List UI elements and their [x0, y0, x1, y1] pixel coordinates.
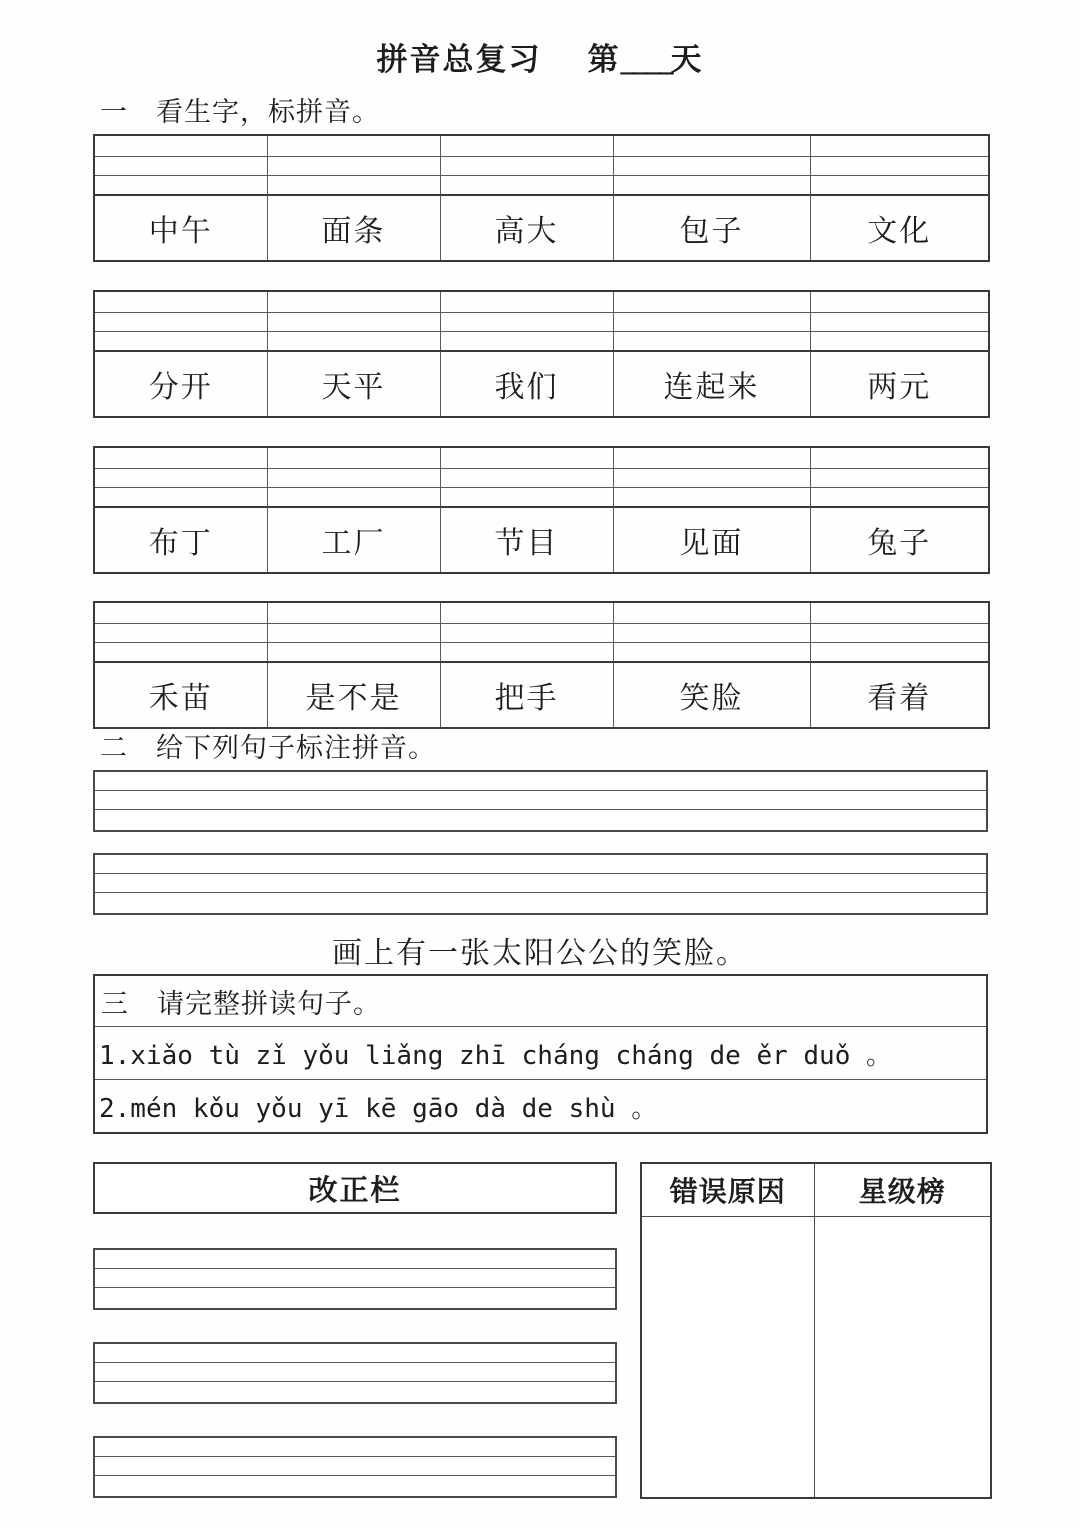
pinyin-blank-cell — [810, 488, 989, 508]
word-cell: 连起来 — [613, 351, 810, 417]
pinyin-blank-cell — [613, 469, 810, 488]
pinyin-blank-cell — [267, 291, 440, 313]
correction-writing-grid-3 — [93, 1436, 617, 1498]
pinyin-blank-cell — [94, 176, 267, 196]
word-table-4 — [93, 601, 990, 729]
pinyin-blank-row — [94, 291, 989, 313]
pinyin-blank-row — [94, 447, 989, 469]
word-cell: 天平 — [267, 351, 440, 417]
word-table-1 — [93, 134, 990, 262]
pinyin-sentence-1: 1.xiǎo tù zǐ yǒu liǎng zhī cháng cháng de ěr duǒ 。 — [94, 1027, 987, 1080]
pinyin-blank-cell — [440, 291, 613, 313]
title-main: 拼音总复习 — [376, 42, 542, 77]
pinyin-blank-cell — [267, 643, 440, 663]
error-reason-blank-cell — [641, 1217, 814, 1499]
pinyin-blank-cell — [613, 332, 810, 352]
pinyin-blank-row — [94, 157, 989, 176]
page-title — [0, 34, 1080, 79]
pinyin-blank-cell — [613, 313, 810, 332]
writing-line — [95, 1363, 615, 1382]
section-three-heading: 三 请完整拼读句子。 — [94, 975, 987, 1027]
pinyin-blank-cell — [440, 643, 613, 663]
word-cell: 见面 — [613, 507, 810, 573]
pinyin-sentence-row — [94, 1080, 987, 1134]
pinyin-blank-cell — [613, 157, 810, 176]
word-cell: 文化 — [810, 195, 989, 261]
error-star-body-row — [641, 1217, 991, 1499]
pinyin-writing-grid-b — [93, 853, 988, 915]
pinyin-blank-cell — [267, 488, 440, 508]
pinyin-blank-cell — [267, 469, 440, 488]
error-star-header-row — [641, 1163, 991, 1217]
word-cell: 两元 — [810, 351, 989, 417]
word-cell: 面条 — [267, 195, 440, 261]
word-row — [94, 351, 989, 417]
pinyin-blank-cell — [810, 332, 989, 352]
pinyin-blank-cell — [94, 643, 267, 663]
section-three-heading-row — [94, 975, 987, 1027]
pinyin-blank-row — [94, 332, 989, 352]
pinyin-blank-cell — [613, 291, 810, 313]
word-cell: 禾苗 — [94, 662, 267, 728]
writing-line — [95, 855, 986, 874]
pinyin-blank-cell — [810, 643, 989, 663]
correction-writing-grid-1 — [93, 1248, 617, 1310]
word-table-2 — [93, 290, 990, 418]
word-cell: 兔子 — [810, 507, 989, 573]
writing-line — [95, 791, 986, 810]
pinyin-blank-row — [94, 602, 989, 624]
pinyin-blank-cell — [810, 624, 989, 643]
pinyin-blank-cell — [94, 313, 267, 332]
correction-label: 改正栏 — [308, 1174, 402, 1207]
pinyin-blank-row — [94, 135, 989, 157]
pinyin-blank-row — [94, 176, 989, 196]
section-two-sentence: 画上有一张太阳公公的笑脸。 — [332, 937, 748, 970]
word-cell: 节目 — [440, 507, 613, 573]
writing-line — [95, 810, 986, 828]
writing-line — [95, 874, 986, 893]
word-cell: 工厂 — [267, 507, 440, 573]
pinyin-blank-cell — [440, 447, 613, 469]
pinyin-blank-cell — [440, 469, 613, 488]
pinyin-sentence-2: 2.mén kǒu yǒu yī kē gāo dà de shù 。 — [94, 1080, 987, 1134]
pinyin-blank-cell — [94, 135, 267, 157]
pinyin-blank-cell — [440, 313, 613, 332]
pinyin-blank-cell — [94, 157, 267, 176]
pinyin-blank-cell — [267, 176, 440, 196]
word-cell: 把手 — [440, 662, 613, 728]
pinyin-blank-cell — [613, 488, 810, 508]
pinyin-blank-cell — [94, 602, 267, 624]
pinyin-blank-cell — [440, 135, 613, 157]
pinyin-blank-cell — [613, 624, 810, 643]
title-day-suffix: 天 — [670, 42, 704, 77]
word-cell: 我们 — [440, 351, 613, 417]
pinyin-blank-cell — [440, 602, 613, 624]
pinyin-blank-cell — [267, 624, 440, 643]
pinyin-blank-cell — [613, 602, 810, 624]
word-row — [94, 662, 989, 728]
pinyin-blank-cell — [267, 313, 440, 332]
writing-line — [95, 1457, 615, 1476]
writing-line — [95, 1269, 615, 1288]
pinyin-blank-cell — [440, 176, 613, 196]
pinyin-blank-row — [94, 313, 989, 332]
pinyin-blank-cell — [440, 332, 613, 352]
writing-line — [95, 772, 986, 791]
word-row — [94, 195, 989, 261]
writing-line — [95, 893, 986, 911]
writing-line — [95, 1250, 615, 1269]
pinyin-blank-cell — [613, 135, 810, 157]
pinyin-writing-grid-a — [93, 770, 988, 832]
pinyin-blank-cell — [94, 488, 267, 508]
pinyin-blank-cell — [94, 469, 267, 488]
pinyin-blank-cell — [267, 135, 440, 157]
writing-line — [95, 1438, 615, 1457]
writing-line — [95, 1288, 615, 1306]
pinyin-blank-cell — [94, 624, 267, 643]
word-cell: 看着 — [810, 662, 989, 728]
pinyin-blank-cell — [613, 447, 810, 469]
error-reason-header: 错误原因 — [641, 1163, 814, 1217]
pinyin-blank-cell — [810, 135, 989, 157]
pinyin-blank-cell — [613, 643, 810, 663]
pinyin-blank-cell — [810, 291, 989, 313]
word-cell: 中午 — [94, 195, 267, 261]
pinyin-blank-row — [94, 643, 989, 663]
word-cell: 包子 — [613, 195, 810, 261]
word-row — [94, 507, 989, 573]
pinyin-blank-cell — [94, 291, 267, 313]
word-cell: 高大 — [440, 195, 613, 261]
pinyin-blank-cell — [267, 602, 440, 624]
title-day-prefix: 第 — [587, 42, 621, 77]
pinyin-blank-row — [94, 488, 989, 508]
section-two-heading: 二 给下列句子标注拼音。 — [100, 733, 436, 763]
pinyin-blank-cell — [267, 157, 440, 176]
pinyin-blank-row — [94, 469, 989, 488]
pinyin-blank-cell — [94, 447, 267, 469]
pinyin-blank-cell — [613, 176, 810, 196]
word-cell: 布丁 — [94, 507, 267, 573]
pinyin-blank-cell — [267, 447, 440, 469]
star-header: 星级榜 — [814, 1163, 991, 1217]
pinyin-blank-cell — [267, 332, 440, 352]
word-cell: 分开 — [94, 351, 267, 417]
star-blank-cell — [814, 1217, 991, 1499]
pinyin-blank-cell — [440, 488, 613, 508]
pinyin-blank-row — [94, 624, 989, 643]
correction-writing-grid-2 — [93, 1342, 617, 1404]
pinyin-blank-cell — [810, 602, 989, 624]
pinyin-sentence-row — [94, 1027, 987, 1080]
writing-line — [95, 1382, 615, 1400]
error-star-table — [640, 1162, 992, 1499]
correction-column-header — [93, 1162, 617, 1214]
word-table-3 — [93, 446, 990, 574]
section-one-heading: 一 看生字，标拼音。 — [100, 97, 380, 127]
word-cell: 笑脸 — [613, 662, 810, 728]
pinyin-blank-cell — [440, 157, 613, 176]
word-cell: 是不是 — [267, 662, 440, 728]
pinyin-blank-cell — [810, 469, 989, 488]
pinyin-blank-cell — [440, 624, 613, 643]
section-three-box — [93, 974, 988, 1134]
title-day-blank: ____ — [620, 42, 671, 77]
pinyin-blank-cell — [810, 447, 989, 469]
pinyin-blank-cell — [810, 176, 989, 196]
pinyin-blank-cell — [94, 332, 267, 352]
pinyin-blank-cell — [810, 313, 989, 332]
writing-line — [95, 1476, 615, 1494]
writing-line — [95, 1344, 615, 1363]
pinyin-blank-cell — [810, 157, 989, 176]
